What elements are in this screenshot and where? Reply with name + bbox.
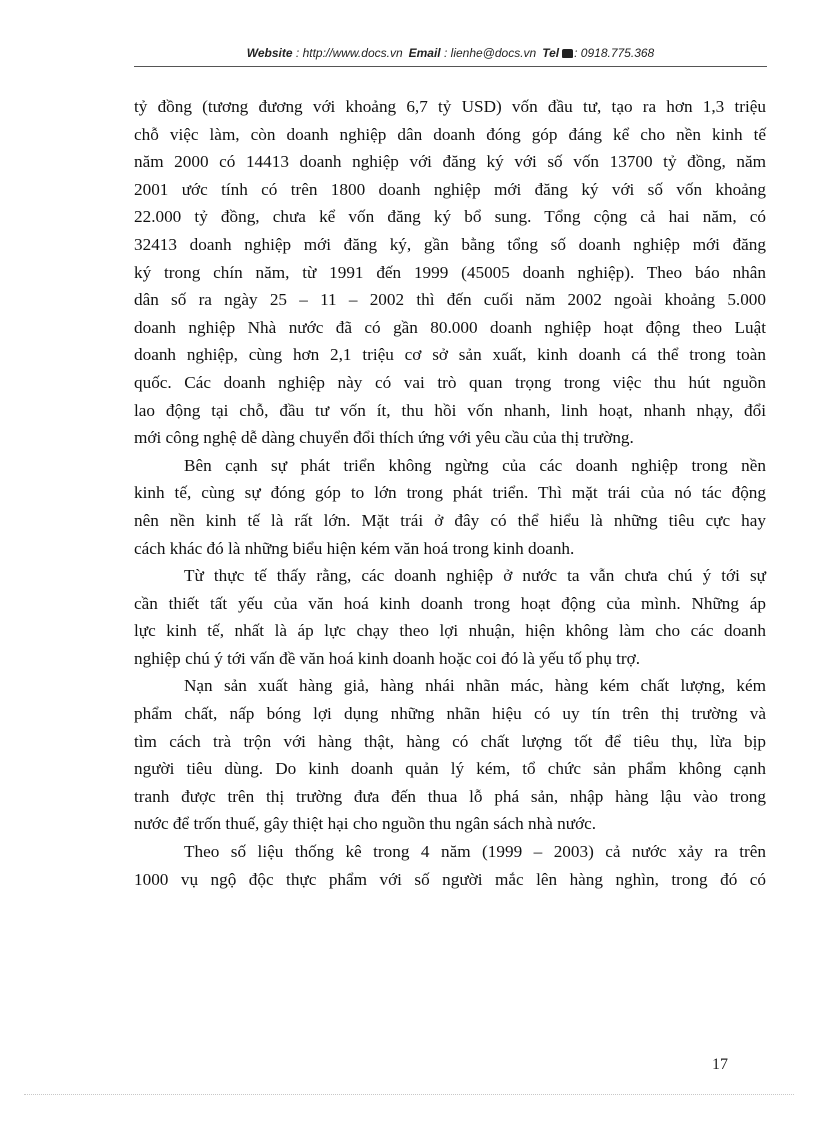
text-line: lao động tại chỗ, đầu tư vốn ít, thu hồi vốn nhanh, linh hoạt, nhanh nhạy, đổi <box>134 400 766 420</box>
text-line: cần thiết tất yếu của văn hoá kinh doanh trong hoạt động của mình. Những áp <box>134 593 766 613</box>
page-bottom-divider <box>24 1094 794 1095</box>
website-separator: : <box>292 46 303 60</box>
text-line: tìm cách trà trộn với hàng thật, hàng có chất lượng tốt để tiêu thụ, lừa bịp <box>134 731 766 751</box>
text-line: ký trong chín năm, từ 1991 đến 1999 (45005 doanh nghiệp). Theo báo nhân <box>134 262 766 282</box>
text-line: 1000 vụ ngộ độc thực phẩm với số người mắc lên hàng nghìn, trong đó có <box>134 869 766 889</box>
page-header <box>134 44 767 67</box>
text-line: doanh nghiệp Nhà nước đã có gần 80.000 doanh nghiệp hoạt động theo Luật <box>134 317 766 337</box>
text-line: 22.000 tỷ đồng, chưa kể vốn đăng ký bổ sung. Tổng cộng cả hai năm, có <box>134 207 766 227</box>
text-line: 2001 ước tính có trên 1800 doanh nghiệp mới đăng ký với số vốn khoảng <box>134 179 766 199</box>
website-url[interactable]: http://www.docs.vn <box>302 46 403 60</box>
text-line: Theo số liệu thống kê trong 4 năm (1999 – 2003) cả nước xảy ra trên <box>184 842 766 862</box>
text-line: năm 2000 có 14413 doanh nghiệp với đăng ký với số vốn 13700 tỷ đồng, năm <box>134 152 766 172</box>
text-line: kinh tế, cùng sự đóng góp to lớn trong phát triển. Thì mặt trái của nó tác động <box>134 483 766 503</box>
text-line: tỷ đồng (tương đương với khoảng 6,7 tỷ USD) vốn đầu tư, tạo ra hơn 1,3 triệu <box>134 97 766 116</box>
text-line: chỗ việc làm, còn doanh nghiệp dân doanh đóng góp đáng kể cho nền kinh tế <box>134 124 766 144</box>
page-number: 17 <box>712 1056 728 1073</box>
paragraph <box>134 672 766 838</box>
phone-icon <box>562 49 573 58</box>
text-line: tranh được trên thị trường đưa đến thua lỗ phá sản, nhập hàng lậu vào trong <box>134 786 766 806</box>
email-address[interactable]: lienhe@docs.vn <box>450 46 537 60</box>
text-line: phẩm chất, nấp bóng lợi dụng những nhãn hiệu có uy tín trên thị trường và <box>134 704 766 724</box>
text-line: nước để trốn thuế, gây thiệt hại cho nguồn thu ngân sách nhà nước. <box>134 814 597 834</box>
text-line: doanh nghiệp, cùng hơn 2,1 triệu cơ sở sản xuất, kinh doanh cá thể trong toàn <box>134 345 766 365</box>
text-line: nên nền kinh tế là rất lớn. Mặt trái ở đây có thể hiểu là những tiêu cực hay <box>134 510 766 530</box>
text-line: quốc. Các doanh nghiệp này có vai trò quan trọng trong việc thu hút nguồn <box>134 372 766 392</box>
website-label: Website <box>246 46 293 60</box>
document-body <box>134 93 766 893</box>
paragraph <box>134 838 766 893</box>
text-line: nghiệp chú ý tới vấn đề văn hoá kinh doanh hoặc coi đó là yếu tố phụ trợ. <box>134 648 640 668</box>
text-line: Từ thực tế thấy rằng, các doanh nghiệp ở nước ta vẫn chưa chú ý tới sự <box>184 566 766 586</box>
text-line: dân số ra ngày 25 – 11 – 2002 thì đến cuối năm 2002 ngoài khoảng 5.000 <box>134 290 766 310</box>
paragraph <box>134 562 766 672</box>
text-line: người tiêu dùng. Do kinh doanh quản lý kém, tổ chức sản phẩm không cạnh <box>134 759 766 779</box>
text-line: Bên cạnh sự phát triển không ngừng của các doanh nghiệp trong nền <box>184 455 766 475</box>
text-line: lực kinh tế, nhất là áp lực chạy theo lợi nhuận, hiện không làm cho các doanh <box>134 621 766 641</box>
email-label: Email <box>408 46 441 60</box>
text-line: cách khác đó là những biểu hiện kém văn hoá trong kinh doanh. <box>134 538 575 558</box>
email-separator: : <box>440 46 451 60</box>
tel-number: : 0918.775.368 <box>574 46 655 60</box>
text-line: Nạn sản xuất hàng giả, hàng nhái nhãn mác, hàng kém chất lượng, kém <box>184 676 766 696</box>
paragraph <box>134 452 766 562</box>
tel-label: Tel <box>542 46 560 60</box>
text-line: 32413 doanh nghiệp mới đăng ký, gần bằng tổng số doanh nghiệp mới đăng <box>134 234 766 254</box>
paragraph <box>134 93 766 452</box>
text-line: mới công nghệ dễ dàng chuyển đổi thích ứng với yêu cầu của thị trường. <box>134 428 634 448</box>
